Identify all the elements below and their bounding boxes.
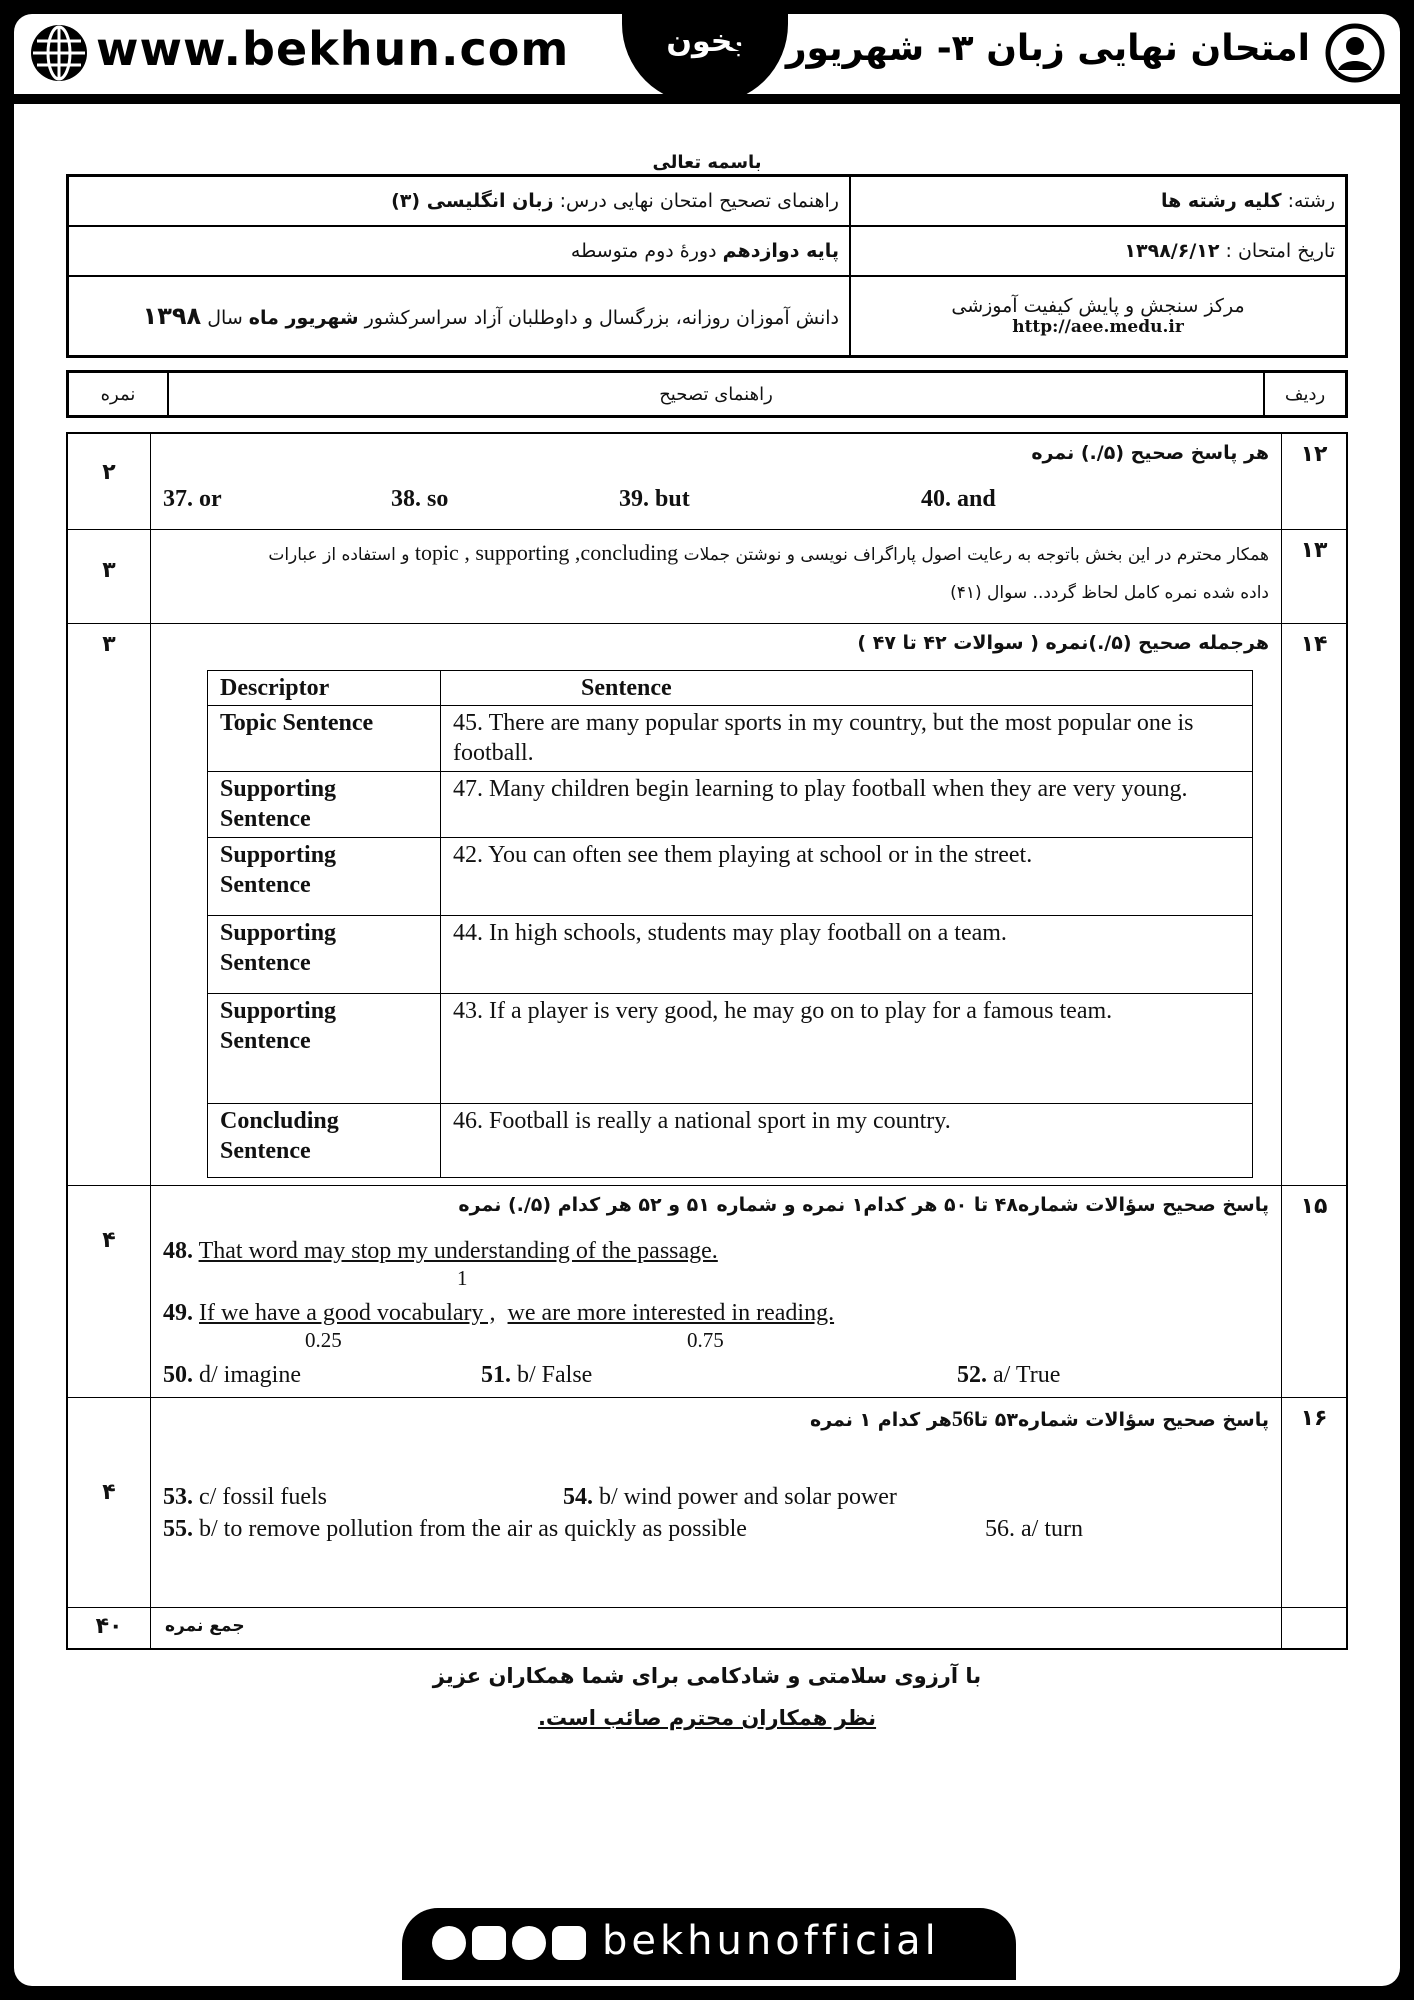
- row-num-16: ۱۶: [1282, 1397, 1348, 1607]
- paragraph-table: [207, 670, 1253, 1178]
- column-header: [66, 370, 1348, 418]
- title-16-b: 56: [951, 1405, 974, 1431]
- closing-line-2-text: نظر همکاران محترم صائب است.: [537, 1706, 877, 1730]
- grade-period: دورهٔ دوم متوسطه: [570, 240, 717, 262]
- sentence-cell: 43. If a player is very good, he may go on to play for a famous team.: [441, 993, 1253, 1103]
- content-16: [151, 1397, 1282, 1607]
- date-label: تاریخ امتحان :: [1225, 240, 1335, 262]
- content-15: [151, 1185, 1282, 1397]
- text-13-a: همکار محترم در این بخش باتوجه به رعایت اصول پاراگراف نویسی و نوشتن جملات: [683, 544, 1269, 565]
- year-label: سال: [207, 307, 243, 329]
- students-text: دانش آموزان روزانه، بزرگسال و داوطلبان آزاد سراسرکشور: [364, 307, 839, 329]
- social-handle[interactable]: bekhunofficial: [602, 1918, 940, 1964]
- descriptor-cell: Supporting Sentence: [208, 771, 441, 837]
- total-label: جمع نمره: [165, 1615, 245, 1636]
- text-13-terms: topic , supporting ,concluding: [414, 539, 679, 565]
- answer-38: 38. so: [391, 486, 449, 512]
- center-url[interactable]: http://aee.medu.ir: [1012, 317, 1184, 337]
- social-footer: [402, 1908, 1016, 1980]
- row-num-14: ۱۴: [1282, 623, 1348, 1185]
- total-row-num: [1282, 1607, 1348, 1649]
- q55-num: 55.: [163, 1515, 193, 1542]
- user-icon: [1324, 22, 1386, 84]
- instagram-icon[interactable]: [552, 1926, 586, 1960]
- q51-num: 51.: [481, 1361, 511, 1388]
- content-12: [151, 433, 1282, 529]
- score-12: ۲: [67, 433, 151, 529]
- table-row: [208, 771, 1253, 837]
- closing-line-2: [14, 1706, 1400, 1730]
- header-divider: [14, 94, 1400, 104]
- answer-40: 40. and: [921, 486, 996, 512]
- exam-info-table: [66, 174, 1348, 358]
- descriptor-cell: Topic Sentence: [208, 705, 441, 771]
- title-16-a: پاسخ صحیح سؤالات شماره۵۳ تا: [973, 1408, 1269, 1431]
- grade-value: پایه دوازدهم: [722, 240, 839, 262]
- total-score: ۴۰: [67, 1607, 151, 1649]
- center-name: مرکز سنجش و پایش کیفیت آموزشی: [951, 295, 1245, 317]
- table-row: [208, 705, 1253, 771]
- date-value: ۱۳۹۸/۶/۱۲: [1124, 240, 1220, 262]
- title-15: پاسخ صحیح سؤالات شماره۴۸ تا ۵۰ هر کدام۱ نمره و شماره ۵۱ و ۵۲ هر کدام (۵/.) نمره: [458, 1193, 1269, 1216]
- q49-part1: If we have a good vocabulary ,: [199, 1299, 496, 1326]
- q49-score2: 0.75: [687, 1327, 724, 1352]
- q54-num: 54.: [563, 1483, 593, 1510]
- closing-line-1: با آرزوی سلامتی و شادکامی برای شما همکاران عزیز: [432, 1664, 982, 1688]
- text-13-b: و استفاده از عبارات: [268, 544, 410, 565]
- q49-part2: we are more interested in reading.: [507, 1299, 835, 1326]
- score-16: ۴: [67, 1397, 151, 1607]
- date-cell: [850, 226, 1347, 276]
- descriptor-cell: Supporting Sentence: [208, 837, 441, 915]
- sentence-cell: 47. Many children begin learning to play football when they are very young.: [441, 771, 1253, 837]
- answer-39: 39. but: [619, 486, 690, 512]
- globe-icon: [28, 22, 90, 84]
- q48-num: 48.: [163, 1237, 193, 1264]
- year-value: ۱۳۹۸: [142, 302, 202, 330]
- q49-score1: 0.25: [305, 1327, 342, 1352]
- table-row: [208, 993, 1253, 1103]
- q56-text: 56. a/ turn: [985, 1515, 1083, 1542]
- sentence-cell: 44. In high schools, students may play football on a team.: [441, 915, 1253, 993]
- table-row: [208, 915, 1253, 993]
- q49-num: 49.: [163, 1299, 193, 1326]
- q48-score: 1: [457, 1265, 468, 1290]
- answer-37: 37. or: [163, 486, 222, 512]
- basmala: باسمه تعالی: [652, 152, 762, 173]
- descriptor-cell: Supporting Sentence: [208, 993, 441, 1103]
- field-cell: [850, 176, 1347, 227]
- sentence-cell: 45. There are many popular sports in my country, but the most popular one is football.: [441, 705, 1253, 771]
- text-13-c: داده شده نمره کامل لحاظ گردد.. سوال (۴۱): [950, 582, 1269, 603]
- text-13: [151, 530, 1281, 612]
- logo-text: بخون: [666, 24, 744, 59]
- content-14: [151, 623, 1282, 1185]
- row-15: [67, 1185, 1347, 1397]
- center-cell: [850, 276, 1347, 357]
- telegram-icon[interactable]: [512, 1926, 546, 1960]
- content-13: [151, 529, 1282, 623]
- row-14: [67, 623, 1347, 1185]
- score-col-header: نمره: [68, 372, 169, 417]
- row-num-15: ۱۵: [1282, 1185, 1348, 1397]
- q50-num: 50.: [163, 1361, 193, 1388]
- aparat-icon[interactable]: [432, 1926, 466, 1960]
- field-value: کلیه رشته ها: [1161, 190, 1282, 212]
- descriptor-header: Descriptor: [208, 670, 441, 705]
- exam-title: امتحان نهایی زبان ۳- شهریور ۹۸: [729, 28, 1310, 69]
- exam-month: شهریور ماه: [248, 307, 359, 329]
- total-row: [67, 1607, 1347, 1649]
- score-14: ۳: [67, 623, 151, 1185]
- descriptor-cell: Supporting Sentence: [208, 915, 441, 993]
- guide-col-header: راهنمای تصحیح: [168, 372, 1264, 417]
- q54-text: b/ wind power and solar power: [599, 1483, 897, 1510]
- course-label: راهنمای تصحیح امتحان نهایی درس:: [559, 190, 839, 212]
- row-col-header: ردیف: [1264, 372, 1347, 417]
- title-14: هرجمله صحیح (۵/.)نمره ( سوالات ۴۲ تا ۴۷ ): [857, 631, 1269, 654]
- field-label: رشته:: [1287, 190, 1335, 212]
- q48-text: That word may stop my understanding of the passage.: [198, 1237, 718, 1264]
- table-row: [208, 837, 1253, 915]
- answer-key-table: [66, 432, 1348, 1650]
- row-12: [67, 433, 1347, 529]
- course-value: زبان انگلیسی (۳): [391, 190, 554, 212]
- sentence-header: Sentence: [441, 670, 1253, 705]
- q55-text: b/ to remove pollution from the air as quickly as possible: [199, 1515, 747, 1542]
- course-cell: [68, 176, 851, 227]
- site-url[interactable]: www.bekhun.com: [96, 22, 570, 76]
- total-content: [151, 1607, 1282, 1649]
- q52-num: 52.: [957, 1361, 987, 1388]
- title-16-c: هر کدام ۱ نمره: [810, 1408, 952, 1431]
- row-num-13: ۱۳: [1282, 529, 1348, 623]
- q53-text: c/ fossil fuels: [199, 1483, 327, 1510]
- score-13: ۳: [67, 529, 151, 623]
- page: [14, 14, 1400, 1986]
- title-16: [151, 1398, 1281, 1432]
- youtube-icon[interactable]: [472, 1926, 506, 1960]
- row-13: [67, 529, 1347, 623]
- sentence-cell: 42. You can often see them playing at school or in the street.: [441, 837, 1253, 915]
- sentence-cell: 46. Football is really a national sport in my country.: [441, 1103, 1253, 1177]
- q51-text: b/ False: [517, 1361, 593, 1388]
- header: [14, 14, 1400, 94]
- title-12: هر پاسخ صحیح (۵/.) نمره: [1031, 442, 1269, 464]
- q52-text: a/ True: [993, 1361, 1061, 1388]
- table-row: [208, 1103, 1253, 1177]
- grade-cell: [68, 226, 851, 276]
- q50-text: d/ imagine: [199, 1361, 301, 1388]
- q53-num: 53.: [163, 1483, 193, 1510]
- score-15: ۴: [67, 1185, 151, 1397]
- row-16: [67, 1397, 1347, 1607]
- students-cell: [68, 276, 851, 357]
- row-num-12: ۱۲: [1282, 433, 1348, 529]
- descriptor-cell: Concluding Sentence: [208, 1103, 441, 1177]
